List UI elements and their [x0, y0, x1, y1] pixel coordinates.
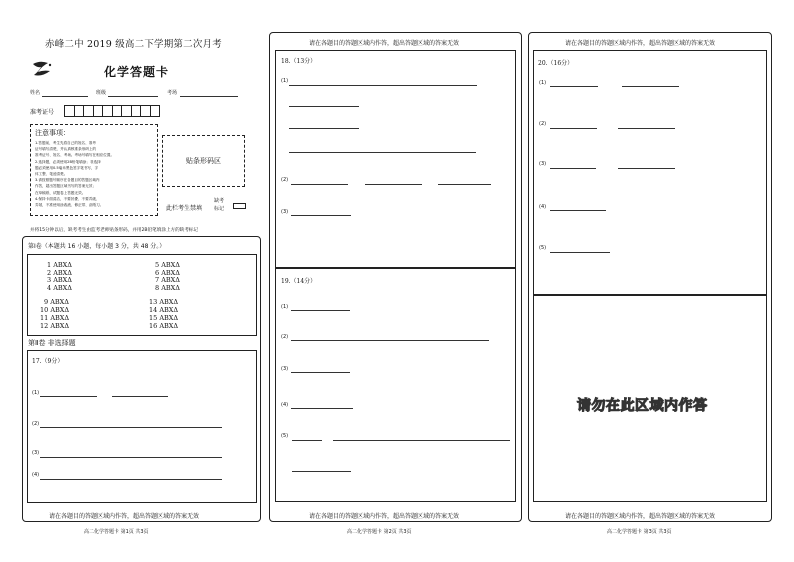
q20-answer-line[interactable]: [550, 128, 597, 129]
q17-item-label: (3): [32, 450, 40, 456]
q19-item-label: (5): [281, 433, 289, 439]
section2-title: 第Ⅱ卷 非选择题: [28, 339, 76, 347]
q19-area: [275, 268, 516, 502]
q18-answer-line[interactable]: [291, 184, 348, 185]
absent-mark-box[interactable]: [233, 203, 246, 209]
q17-answer-line[interactable]: [40, 396, 97, 397]
school-logo-icon: [30, 58, 56, 80]
q20-item-label: (5): [539, 245, 547, 251]
q20-answer-line[interactable]: [622, 86, 679, 87]
q19-item-label: (1): [281, 304, 289, 310]
q18-answer-line[interactable]: [289, 128, 359, 129]
notice-line: 1.答题前，考生先将自己的姓名、准考: [35, 141, 96, 145]
q19-item-label: (2): [281, 334, 289, 340]
q18-answer-line[interactable]: [438, 184, 491, 185]
q17-item-label: (1): [32, 390, 40, 396]
choice-row[interactable]: 13 ABXΔ: [149, 298, 179, 306]
barcode-label: 贴条形码区: [186, 157, 221, 165]
q19-item-label: (4): [281, 402, 289, 408]
notice-title: 注意事项：: [35, 129, 70, 137]
no-answer-zone-label: 请勿在此区域内作答: [577, 398, 708, 414]
q20-item-label: (4): [539, 204, 547, 210]
q20-answer-line[interactable]: [550, 86, 598, 87]
q17-answer-line[interactable]: [112, 396, 168, 397]
q19-answer-line[interactable]: [291, 310, 350, 311]
q19-answer-line[interactable]: [292, 440, 322, 441]
notice-line: 证号填写清楚，并认真核准条形码上的: [35, 147, 97, 152]
notice-line: 准考证号、姓名、考场。考场号填写在相应位置。: [35, 153, 115, 158]
choice-row[interactable]: 6 ABXΔ: [155, 268, 180, 277]
q20-item-label: (2): [539, 121, 547, 127]
notice-line: 在草稿纸、试题卷上答题无效。: [35, 190, 86, 195]
q17-answer-line[interactable]: [40, 457, 222, 458]
q19-answer-line[interactable]: [333, 440, 510, 441]
q18-item-label: (3): [281, 209, 289, 215]
q18-answer-line[interactable]: [291, 215, 351, 216]
page-label: 高二化学答题卡 第3页 共3页: [607, 529, 672, 535]
name-label: 姓名: [30, 90, 41, 96]
choice-row[interactable]: 3 ABXΔ: [47, 276, 72, 284]
q17-answer-line[interactable]: [40, 479, 222, 480]
choice-row[interactable]: 15 ABXΔ: [149, 314, 179, 322]
class-label: 班级: [96, 90, 107, 96]
q18-answer-line[interactable]: [289, 85, 477, 86]
choice-row[interactable]: 14 ABXΔ: [149, 306, 179, 314]
header-note: 请在各题目的答题区域内作答，超出答题区域的答案无效: [565, 40, 716, 47]
choice-row[interactable]: 12 ABXΔ: [40, 322, 70, 330]
q20-answer-line[interactable]: [618, 128, 675, 129]
notice-line: 体工整、笔迹清楚。: [35, 172, 68, 177]
q19-item-label: (3): [281, 366, 289, 372]
card-title: 化学答题卡: [104, 65, 170, 79]
absent-label: 缺考标记: [214, 198, 225, 212]
page-label: 高二化学答题卡 第1页 共3页: [84, 529, 149, 535]
header-note: 请在各题目的答题区域内作答，超出答题区域的答案无效: [309, 40, 460, 47]
footer-note: 请在各题目的答题区域内作答，超出答题区域的答案无效: [565, 513, 716, 520]
section1-title: 第Ⅰ卷（本题共 16 小题，每小题 3 分，共 48 分。）: [28, 243, 166, 250]
choice-row[interactable]: 7 ABXΔ: [155, 276, 180, 284]
q18-answer-line[interactable]: [289, 106, 359, 107]
room-field[interactable]: [180, 96, 238, 97]
q19-answer-line[interactable]: [291, 372, 350, 373]
q18-item-label: (2): [281, 177, 289, 183]
q19-title: 19.（14分）: [281, 278, 317, 285]
notice-line: 题必须使用0.5毫米黑色签字笔书写，字: [35, 165, 99, 170]
footer-note: 请在各题目的答题区域内作答，超出答题区域的答案无效: [49, 513, 200, 520]
q20-title: 20.（16分）: [538, 60, 574, 67]
q20-item-label: (1): [539, 80, 547, 86]
choice-row[interactable]: 9 ABXΔ: [44, 298, 69, 306]
footer-note: 请在各题目的答题区域内作答，超出答题区域的答案无效: [309, 513, 460, 520]
q19-answer-line[interactable]: [291, 408, 353, 409]
q20-answer-line[interactable]: [550, 252, 610, 253]
exam-id-boxes[interactable]: [64, 105, 160, 117]
choice-row[interactable]: 10 ABXΔ: [40, 306, 70, 314]
exam-title: 赤峰二中 2019 级高二下学期第二次月考: [45, 39, 222, 50]
choice-row[interactable]: 2 ABXΔ: [47, 268, 72, 277]
notice-line: 4.保持卡面清洁，不要折叠、不要弄破、: [35, 196, 100, 201]
choice-row[interactable]: 11 ABXΔ: [40, 314, 70, 322]
class-field[interactable]: [108, 96, 158, 97]
q17-item-label: (2): [32, 421, 40, 427]
barcode-area: [162, 135, 245, 187]
notice-line: 作答，超出答题区域书写的答案无效；: [35, 184, 97, 189]
notice-box: [30, 124, 158, 216]
choice-row[interactable]: 4 ABXΔ: [47, 283, 72, 292]
q17-answer-line[interactable]: [40, 427, 222, 428]
q20-answer-line[interactable]: [550, 168, 596, 169]
q18-answer-line[interactable]: [365, 184, 422, 185]
page-label: 高二化学答题卡 第2页 共3页: [347, 529, 412, 535]
choice-row[interactable]: 5 ABXΔ: [155, 261, 180, 269]
q17-item-label: (4): [32, 472, 40, 478]
absent-note: 并将15分钟以后，缺考考生由监考老师贴条形码，并用2B铅笔填涂上方的缺考标记: [30, 228, 199, 233]
notice-line: 2.选择题，必须使用2B铅笔填涂；非选择: [35, 159, 101, 164]
q17-title: 17.（9分）: [32, 358, 64, 365]
notice-line: 弄皱，不准使用涂改液、修正带、刮纸刀。: [35, 203, 104, 208]
choice-row[interactable]: 1 ABXΔ: [47, 261, 72, 269]
q19-answer-line[interactable]: [291, 340, 489, 341]
exam-id-label: 准考证号: [30, 109, 55, 116]
forbid-label: 此栏考生禁填: [166, 205, 203, 212]
choice-row[interactable]: 8 ABXΔ: [155, 283, 180, 292]
choice-row[interactable]: 16 ABXΔ: [149, 322, 179, 330]
room-label: 考场: [167, 90, 178, 96]
q18-answer-line[interactable]: [289, 152, 476, 153]
q19-answer-line[interactable]: [292, 471, 351, 472]
q18-area: [275, 50, 516, 268]
q20-answer-line[interactable]: [618, 168, 675, 169]
name-field[interactable]: [42, 96, 88, 97]
q18-item-label: (1): [281, 78, 289, 84]
q20-answer-line[interactable]: [550, 210, 606, 211]
q20-item-label: (3): [539, 161, 547, 167]
q18-title: 18.（13分）: [281, 58, 317, 65]
notice-line: 3.请按照题号顺序在各题目的答题区域内: [35, 178, 100, 183]
